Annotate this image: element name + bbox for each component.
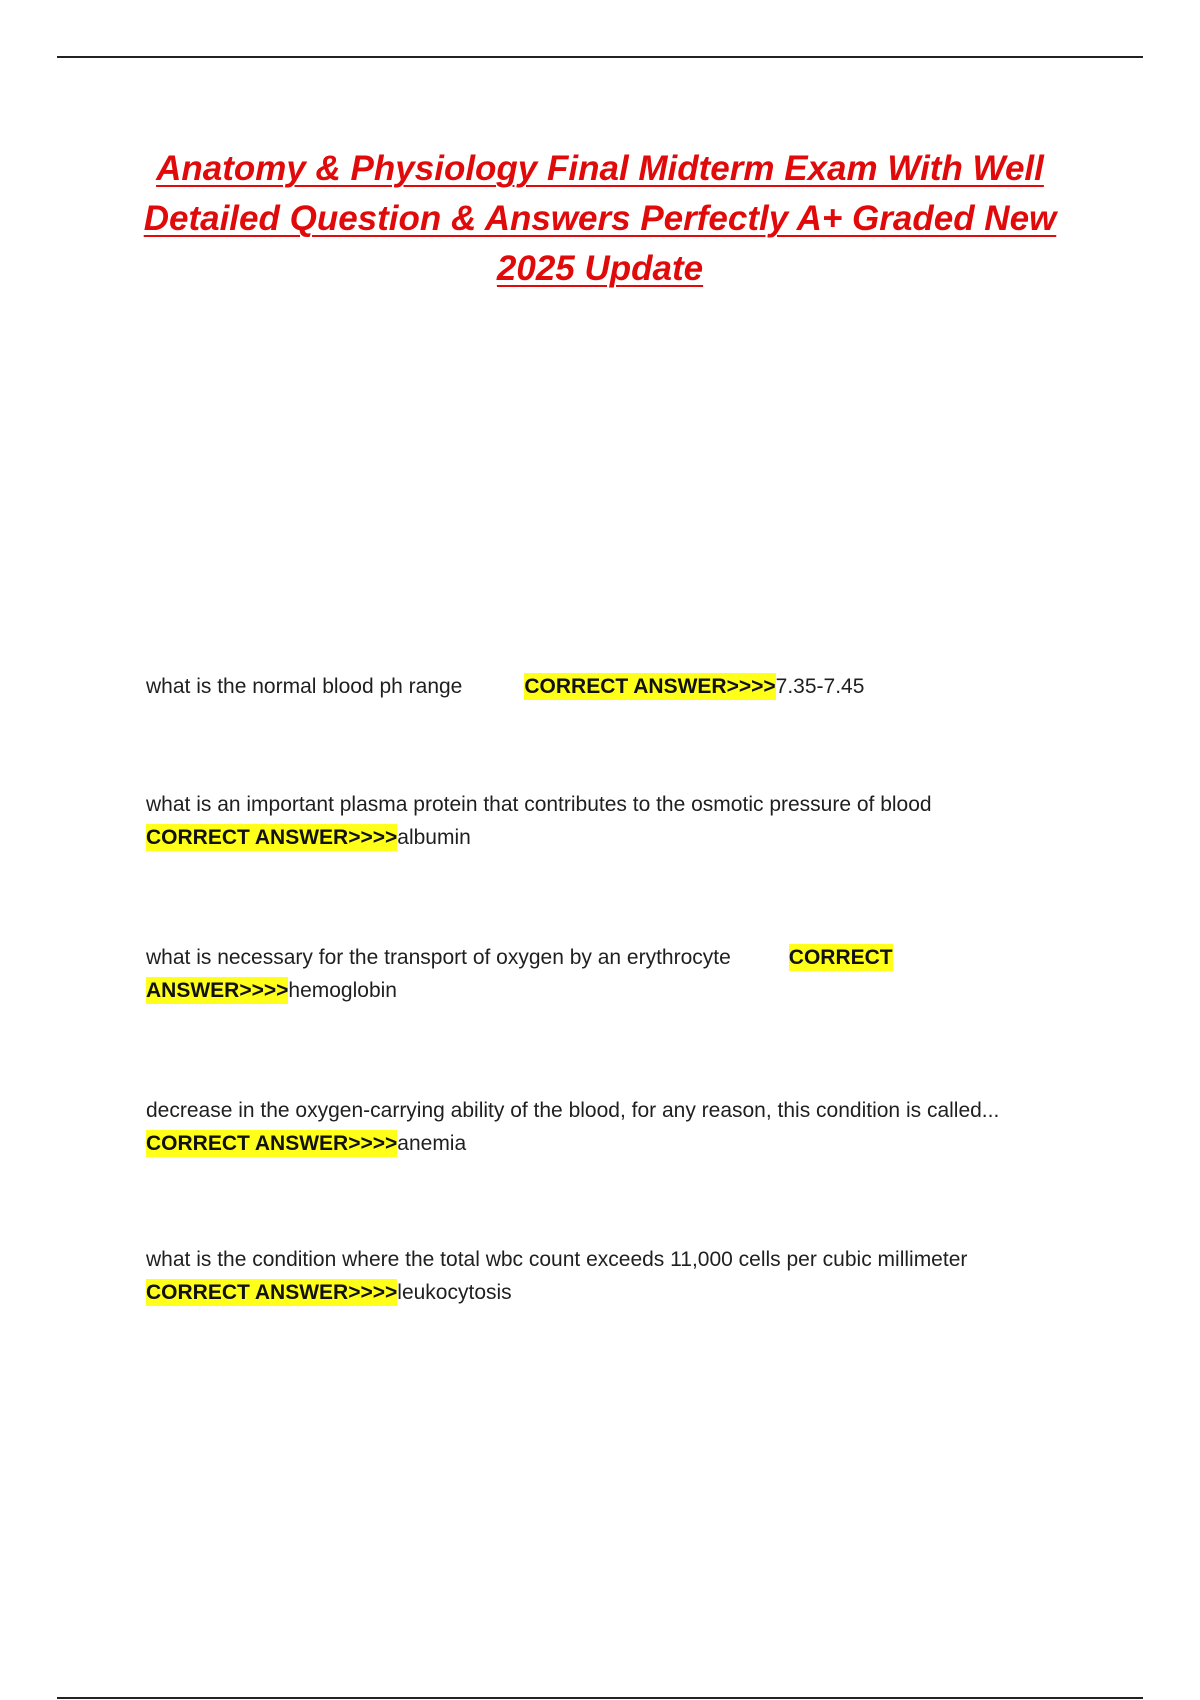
- correct-answer-label-part1: CORRECT: [788, 946, 893, 969]
- top-rule: [57, 56, 1143, 58]
- correct-answer-label: CORRECT ANSWER>>>>: [146, 826, 398, 849]
- correct-answer-label: CORRECT ANSWER>>>>: [524, 675, 776, 698]
- correct-answer-label: CORRECT ANSWER>>>>: [146, 1132, 398, 1155]
- answer-text: hemoglobin: [288, 979, 397, 1002]
- answer-text: 7.35-7.45: [775, 675, 865, 698]
- answer-text: albumin: [397, 826, 471, 849]
- correct-answer-label-part2: ANSWER>>>>: [146, 979, 289, 1002]
- question-text: decrease in the oxygen-carrying ability of the blood, for any reason, this condition is called...: [146, 1099, 1000, 1122]
- title-line-2: Detailed Question & Answers Perfectly A+ Graded New: [143, 199, 1057, 238]
- qa-item: [146, 1094, 1076, 1160]
- qa-item: [146, 1243, 1076, 1309]
- correct-answer-label: CORRECT ANSWER>>>>: [146, 1281, 398, 1304]
- title-line-1: Anatomy & Physiology Final Midterm Exam With Well: [156, 149, 1044, 188]
- question-text: what is an important plasma protein that contributes to the osmotic pressure of blood: [146, 793, 932, 816]
- qa-item: [146, 788, 1076, 854]
- qa-item: [146, 941, 1076, 1007]
- question-text: what is necessary for the transport of oxygen by an erythrocyte: [146, 946, 731, 969]
- question-text: what is the normal blood ph range: [146, 675, 463, 698]
- answer-text: leukocytosis: [397, 1281, 512, 1304]
- answer-text: anemia: [397, 1132, 467, 1155]
- title-line-3: 2025 Update: [496, 249, 704, 288]
- question-text: what is the condition where the total wbc count exceeds 11,000 cells per cubic millimeter: [146, 1248, 968, 1271]
- qa-item: [146, 670, 1076, 703]
- bottom-rule: [57, 1697, 1143, 1699]
- document-title: [100, 144, 1100, 294]
